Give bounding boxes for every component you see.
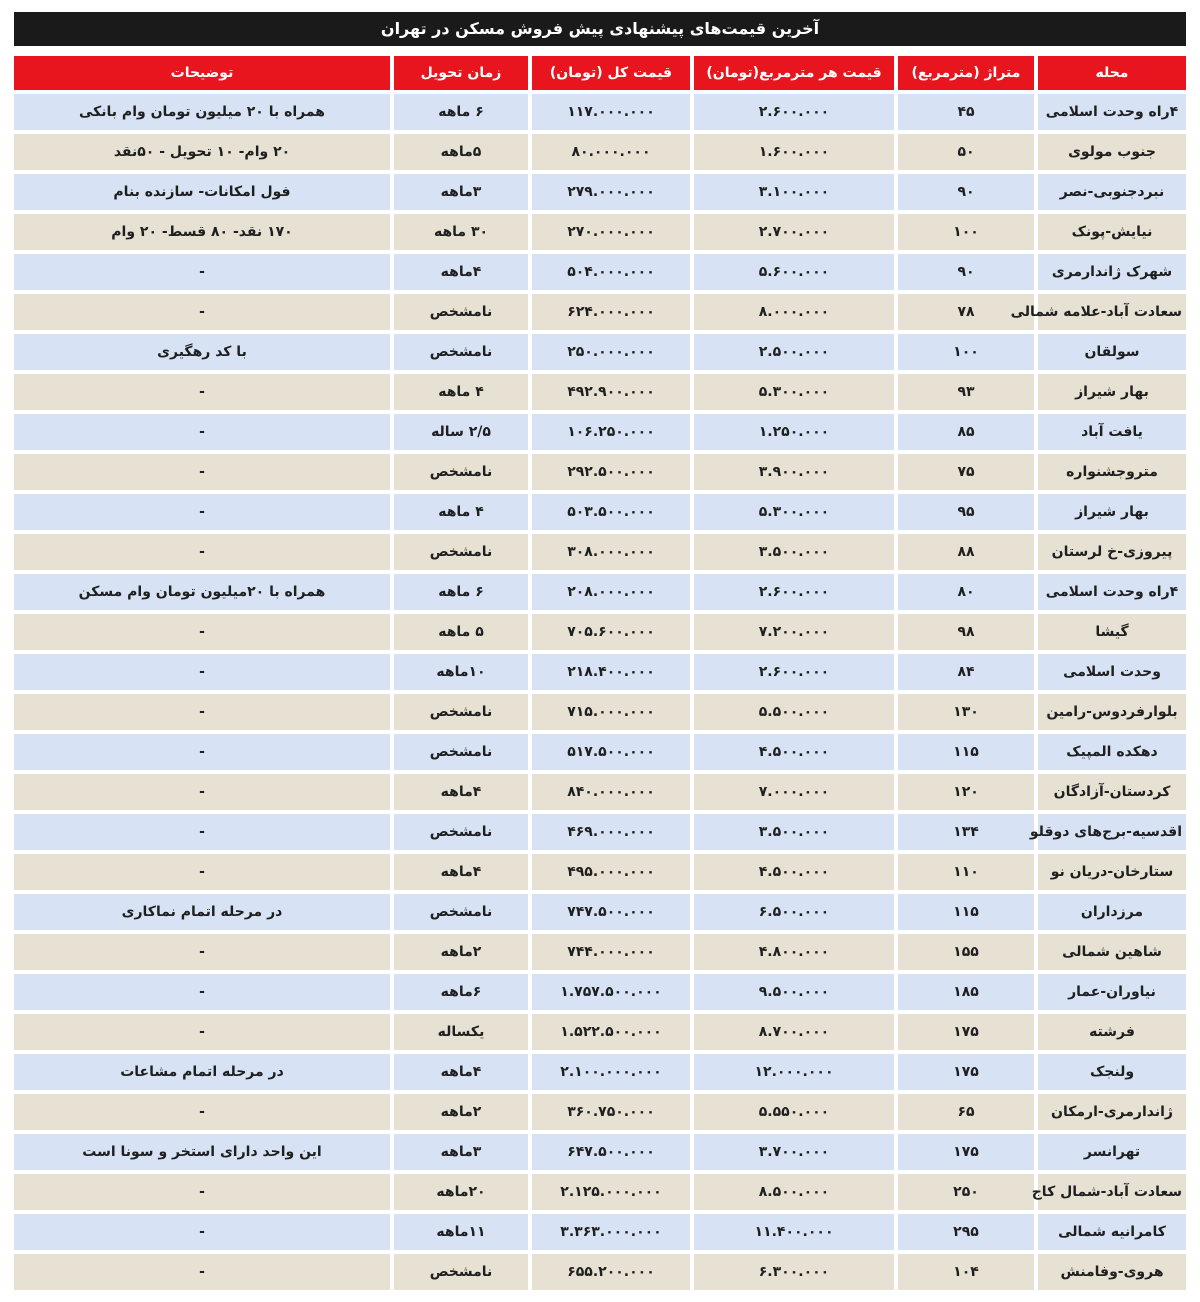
cell-price-per-meter: ۹.۵۰۰.۰۰۰: [694, 974, 894, 1010]
cell-price-per-meter: ۴.۵۰۰.۰۰۰: [694, 854, 894, 890]
cell-delivery-time: ۴ماهه: [394, 1054, 528, 1090]
cell-total-price: ۱۱۷.۰۰۰.۰۰۰: [532, 94, 690, 130]
cell-delivery-time: ۴ماهه: [394, 254, 528, 290]
cell-price-per-meter: ۸.۷۰۰.۰۰۰: [694, 1014, 894, 1050]
cell-total-price: ۵۱۷.۵۰۰.۰۰۰: [532, 734, 690, 770]
table-row: [14, 814, 1186, 850]
cell-price-per-meter: ۸.۵۰۰.۰۰۰: [694, 1174, 894, 1210]
cell-total-price: ۱.۵۲۲.۵۰۰.۰۰۰: [532, 1014, 690, 1050]
cell-delivery-time: نامشخص: [394, 894, 528, 930]
cell-total-price: ۲۰۸.۰۰۰.۰۰۰: [532, 574, 690, 610]
cell-delivery-time: نامشخص: [394, 814, 528, 850]
cell-total-price: ۷۱۵.۰۰۰.۰۰۰: [532, 694, 690, 730]
cell-area: ۱۷۵: [898, 1134, 1034, 1170]
cell-area: ۹۸: [898, 614, 1034, 650]
cell-total-price: ۷۴۴.۰۰۰.۰۰۰: [532, 934, 690, 970]
cell-area: ۴۵: [898, 94, 1034, 130]
cell-neighborhood: جنوب مولوی: [1038, 134, 1186, 170]
cell-area: ۷۸: [898, 294, 1034, 330]
cell-total-price: ۴۶۹.۰۰۰.۰۰۰: [532, 814, 690, 850]
cell-price-per-meter: ۷.۲۰۰.۰۰۰: [694, 614, 894, 650]
cell-area: ۱۷۵: [898, 1054, 1034, 1090]
table-row: [14, 134, 1186, 170]
cell-total-price: ۷۴۷.۵۰۰.۰۰۰: [532, 894, 690, 930]
cell-total-price: ۶۴۷.۵۰۰.۰۰۰: [532, 1134, 690, 1170]
cell-area: ۲۵۰: [898, 1174, 1034, 1210]
cell-notes: -: [14, 1254, 390, 1290]
cell-notes: ۱۷۰ نقد- ۸۰ قسط- ۲۰ وام: [14, 214, 390, 250]
cell-total-price: ۲۵۰.۰۰۰.۰۰۰: [532, 334, 690, 370]
cell-price-per-meter: ۲.۵۰۰.۰۰۰: [694, 334, 894, 370]
cell-neighborhood: گیشا: [1038, 614, 1186, 650]
cell-area: ۸۵: [898, 414, 1034, 450]
table-row: [14, 254, 1186, 290]
cell-delivery-time: ۲ماهه: [394, 934, 528, 970]
table-row: [14, 774, 1186, 810]
cell-total-price: ۸۴۰.۰۰۰.۰۰۰: [532, 774, 690, 810]
cell-neighborhood: مرزداران: [1038, 894, 1186, 930]
cell-area: ۱۱۵: [898, 734, 1034, 770]
cell-delivery-time: ۵ ماهه: [394, 614, 528, 650]
cell-total-price: ۵۰۳.۵۰۰.۰۰۰: [532, 494, 690, 530]
table-header-row: [14, 56, 1186, 90]
cell-area: ۱۱۰: [898, 854, 1034, 890]
table-row: [14, 174, 1186, 210]
cell-notes: -: [14, 974, 390, 1010]
cell-notes: -: [14, 1214, 390, 1250]
cell-notes: -: [14, 934, 390, 970]
cell-price-per-meter: ۵.۵۰۰.۰۰۰: [694, 694, 894, 730]
cell-price-per-meter: ۱۲.۰۰۰.۰۰۰: [694, 1054, 894, 1090]
cell-price-per-meter: ۴.۵۰۰.۰۰۰: [694, 734, 894, 770]
cell-area: ۹۵: [898, 494, 1034, 530]
table-row: [14, 294, 1186, 330]
header-delivery-time: زمان تحویل: [394, 56, 528, 90]
cell-price-per-meter: ۵.۶۰۰.۰۰۰: [694, 254, 894, 290]
cell-notes: -: [14, 1014, 390, 1050]
header-notes: توضیحات: [14, 56, 390, 90]
table-row: [14, 1214, 1186, 1250]
cell-price-per-meter: ۳.۵۰۰.۰۰۰: [694, 814, 894, 850]
table-row: [14, 534, 1186, 570]
cell-neighborhood: متروجشنواره: [1038, 454, 1186, 490]
cell-total-price: ۲۷۹.۰۰۰.۰۰۰: [532, 174, 690, 210]
cell-notes: -: [14, 694, 390, 730]
cell-price-per-meter: ۲.۶۰۰.۰۰۰: [694, 574, 894, 610]
cell-delivery-time: ۲۰ماهه: [394, 1174, 528, 1210]
table-row: [14, 614, 1186, 650]
cell-delivery-time: ۳ماهه: [394, 1134, 528, 1170]
cell-price-per-meter: ۳.۹۰۰.۰۰۰: [694, 454, 894, 490]
cell-delivery-time: نامشخص: [394, 454, 528, 490]
cell-neighborhood: سولقان: [1038, 334, 1186, 370]
table-row: [14, 454, 1186, 490]
cell-price-per-meter: ۱.۲۵۰.۰۰۰: [694, 414, 894, 450]
cell-total-price: ۲.۱۲۵.۰۰۰.۰۰۰: [532, 1174, 690, 1210]
table-row: [14, 334, 1186, 370]
cell-neighborhood: نیاوران-عمار: [1038, 974, 1186, 1010]
cell-delivery-time: نامشخص: [394, 294, 528, 330]
cell-total-price: ۱.۷۵۷.۵۰۰.۰۰۰: [532, 974, 690, 1010]
cell-notes: -: [14, 294, 390, 330]
cell-notes: همراه با ۲۰ میلیون تومان وام بانکی: [14, 94, 390, 130]
cell-delivery-time: یکساله: [394, 1014, 528, 1050]
cell-total-price: ۴۹۲.۹۰۰.۰۰۰: [532, 374, 690, 410]
cell-total-price: ۲۹۲.۵۰۰.۰۰۰: [532, 454, 690, 490]
cell-total-price: ۲۷۰.۰۰۰.۰۰۰: [532, 214, 690, 250]
cell-total-price: ۳۰۸.۰۰۰.۰۰۰: [532, 534, 690, 570]
cell-area: ۹۰: [898, 254, 1034, 290]
header-price-per-meter: قیمت هر مترمربع(تومان): [694, 56, 894, 90]
cell-neighborhood: بهار شیراز: [1038, 374, 1186, 410]
cell-delivery-time: نامشخص: [394, 334, 528, 370]
cell-area: ۱۱۵: [898, 894, 1034, 930]
cell-area: ۱۷۵: [898, 1014, 1034, 1050]
cell-price-per-meter: ۱.۶۰۰.۰۰۰: [694, 134, 894, 170]
cell-delivery-time: نامشخص: [394, 1254, 528, 1290]
cell-price-per-meter: ۲.۶۰۰.۰۰۰: [694, 654, 894, 690]
cell-price-per-meter: ۱۱.۴۰۰.۰۰۰: [694, 1214, 894, 1250]
cell-price-per-meter: ۳.۵۰۰.۰۰۰: [694, 534, 894, 570]
cell-price-per-meter: ۳.۱۰۰.۰۰۰: [694, 174, 894, 210]
cell-price-per-meter: ۶.۵۰۰.۰۰۰: [694, 894, 894, 930]
cell-price-per-meter: ۵.۳۰۰.۰۰۰: [694, 494, 894, 530]
cell-delivery-time: ۳۰ ماهه: [394, 214, 528, 250]
cell-notes: فول امکانات- سازنده بنام: [14, 174, 390, 210]
cell-area: ۵۰: [898, 134, 1034, 170]
cell-neighborhood: سعادت آباد-علامه شمالی: [1038, 294, 1186, 330]
page-title: آخرین قیمت‌های پیشنهادی پیش فروش مسکن در تهران: [14, 12, 1186, 46]
cell-price-per-meter: ۵.۳۰۰.۰۰۰: [694, 374, 894, 410]
table-row: [14, 854, 1186, 890]
cell-delivery-time: ۲/۵ ساله: [394, 414, 528, 450]
cell-area: ۲۹۵: [898, 1214, 1034, 1250]
cell-area: ۸۸: [898, 534, 1034, 570]
cell-total-price: ۶۵۵.۲۰۰.۰۰۰: [532, 1254, 690, 1290]
cell-notes: -: [14, 734, 390, 770]
cell-total-price: ۶۲۴.۰۰۰.۰۰۰: [532, 294, 690, 330]
cell-notes: -: [14, 654, 390, 690]
cell-notes: در مرحله اتمام مشاعات: [14, 1054, 390, 1090]
cell-area: ۶۵: [898, 1094, 1034, 1130]
table-row: [14, 374, 1186, 410]
cell-price-per-meter: ۳.۷۰۰.۰۰۰: [694, 1134, 894, 1170]
cell-price-per-meter: ۷.۰۰۰.۰۰۰: [694, 774, 894, 810]
cell-delivery-time: ۶ ماهه: [394, 574, 528, 610]
cell-delivery-time: ۱۱ماهه: [394, 1214, 528, 1250]
cell-total-price: ۱۰۶.۲۵۰.۰۰۰: [532, 414, 690, 450]
cell-notes: -: [14, 774, 390, 810]
cell-total-price: ۳۶۰.۷۵۰.۰۰۰: [532, 1094, 690, 1130]
cell-notes: -: [14, 454, 390, 490]
cell-price-per-meter: ۲.۷۰۰.۰۰۰: [694, 214, 894, 250]
cell-notes: -: [14, 414, 390, 450]
table-row: [14, 974, 1186, 1010]
cell-delivery-time: ۴ ماهه: [394, 374, 528, 410]
table-row: [14, 1174, 1186, 1210]
cell-total-price: ۴۹۵.۰۰۰.۰۰۰: [532, 854, 690, 890]
table-row: [14, 934, 1186, 970]
cell-neighborhood: کردستان-آزادگان: [1038, 774, 1186, 810]
cell-neighborhood: هروی-وفامنش: [1038, 1254, 1186, 1290]
cell-notes: -: [14, 854, 390, 890]
cell-delivery-time: نامشخص: [394, 694, 528, 730]
cell-total-price: ۲۱۸.۴۰۰.۰۰۰: [532, 654, 690, 690]
header-total-price: قیمت کل (تومان): [532, 56, 690, 90]
table-row: [14, 654, 1186, 690]
cell-notes: -: [14, 614, 390, 650]
cell-notes: -: [14, 534, 390, 570]
cell-area: ۱۳۴: [898, 814, 1034, 850]
cell-neighborhood: فرشته: [1038, 1014, 1186, 1050]
header-area: متراژ (مترمربع): [898, 56, 1034, 90]
cell-notes: -: [14, 254, 390, 290]
cell-delivery-time: ۴ماهه: [394, 774, 528, 810]
cell-neighborhood: پیروزی-خ لرستان: [1038, 534, 1186, 570]
cell-area: ۱۳۰: [898, 694, 1034, 730]
cell-notes: -: [14, 1174, 390, 1210]
cell-neighborhood: بلوارفردوس-رامین: [1038, 694, 1186, 730]
table-row: [14, 1254, 1186, 1290]
table-row: [14, 894, 1186, 930]
cell-neighborhood: نبردجنوبی-نصر: [1038, 174, 1186, 210]
cell-area: ۹۰: [898, 174, 1034, 210]
cell-total-price: ۵۰۴.۰۰۰.۰۰۰: [532, 254, 690, 290]
cell-notes: -: [14, 814, 390, 850]
cell-neighborhood: شاهین شمالی: [1038, 934, 1186, 970]
cell-neighborhood: ستارخان-دریان نو: [1038, 854, 1186, 890]
table-row: [14, 414, 1186, 450]
table-row: [14, 1014, 1186, 1050]
table-row: [14, 1134, 1186, 1170]
table-row: [14, 1054, 1186, 1090]
table-row: [14, 494, 1186, 530]
cell-neighborhood: ژاندارمری-ارمکان: [1038, 1094, 1186, 1130]
cell-neighborhood: سعادت آباد-شمال کاج: [1038, 1174, 1186, 1210]
cell-delivery-time: ۳ماهه: [394, 174, 528, 210]
cell-neighborhood: ۴راه وحدت اسلامی: [1038, 94, 1186, 130]
cell-price-per-meter: ۸.۰۰۰.۰۰۰: [694, 294, 894, 330]
cell-notes: همراه با ۲۰میلیون تومان وام مسکن: [14, 574, 390, 610]
table-row: [14, 1094, 1186, 1130]
cell-notes: با کد رهگیری: [14, 334, 390, 370]
cell-neighborhood: وحدت اسلامی: [1038, 654, 1186, 690]
cell-notes: -: [14, 1094, 390, 1130]
cell-price-per-meter: ۶.۳۰۰.۰۰۰: [694, 1254, 894, 1290]
prices-table: [10, 52, 1190, 1294]
cell-area: ۱۲۰: [898, 774, 1034, 810]
cell-neighborhood: نیایش-پونک: [1038, 214, 1186, 250]
cell-notes: ۲۰ وام- ۱۰ تحویل - ۵۰نقد: [14, 134, 390, 170]
cell-total-price: ۸۰.۰۰۰.۰۰۰: [532, 134, 690, 170]
table-row: [14, 214, 1186, 250]
cell-notes: این واحد دارای استخر و سونا است: [14, 1134, 390, 1170]
cell-delivery-time: ۶ماهه: [394, 974, 528, 1010]
cell-delivery-time: ۴ ماهه: [394, 494, 528, 530]
cell-neighborhood: شهرک ژاندارمری: [1038, 254, 1186, 290]
cell-area: ۱۰۴: [898, 1254, 1034, 1290]
cell-price-per-meter: ۵.۵۵۰.۰۰۰: [694, 1094, 894, 1130]
cell-delivery-time: ۱۰ماهه: [394, 654, 528, 690]
cell-area: ۱۰۰: [898, 334, 1034, 370]
cell-area: ۱۸۵: [898, 974, 1034, 1010]
table-row: [14, 574, 1186, 610]
cell-notes: -: [14, 494, 390, 530]
cell-neighborhood: کامرانیه شمالی: [1038, 1214, 1186, 1250]
cell-total-price: ۷۰۵.۶۰۰.۰۰۰: [532, 614, 690, 650]
header-neighborhood: محله: [1038, 56, 1186, 90]
table-row: [14, 694, 1186, 730]
cell-area: ۸۴: [898, 654, 1034, 690]
cell-neighborhood: دهکده المپیک: [1038, 734, 1186, 770]
cell-neighborhood: تهرانسر: [1038, 1134, 1186, 1170]
cell-delivery-time: ۲ماهه: [394, 1094, 528, 1130]
cell-delivery-time: ۴ماهه: [394, 854, 528, 890]
cell-price-per-meter: ۲.۶۰۰.۰۰۰: [694, 94, 894, 130]
cell-area: ۷۵: [898, 454, 1034, 490]
cell-neighborhood: بهار شیراز: [1038, 494, 1186, 530]
cell-area: ۸۰: [898, 574, 1034, 610]
cell-area: ۱۰۰: [898, 214, 1034, 250]
cell-area: ۱۵۵: [898, 934, 1034, 970]
table-body: [14, 94, 1186, 1290]
cell-neighborhood: ۴راه وحدت اسلامی: [1038, 574, 1186, 610]
cell-notes: در مرحله اتمام نماکاری: [14, 894, 390, 930]
table-row: [14, 94, 1186, 130]
cell-delivery-time: ۵ماهه: [394, 134, 528, 170]
cell-total-price: ۲.۱۰۰.۰۰۰.۰۰۰: [532, 1054, 690, 1090]
cell-neighborhood: اقدسیه-برج‌های دوقلو: [1038, 814, 1186, 850]
cell-price-per-meter: ۴.۸۰۰.۰۰۰: [694, 934, 894, 970]
cell-neighborhood: یافت آباد: [1038, 414, 1186, 450]
table-row: [14, 734, 1186, 770]
cell-notes: -: [14, 374, 390, 410]
cell-delivery-time: نامشخص: [394, 734, 528, 770]
cell-total-price: ۳.۳۶۳.۰۰۰.۰۰۰: [532, 1214, 690, 1250]
cell-delivery-time: ۶ ماهه: [394, 94, 528, 130]
cell-delivery-time: نامشخص: [394, 534, 528, 570]
cell-neighborhood: ولنجک: [1038, 1054, 1186, 1090]
cell-area: ۹۳: [898, 374, 1034, 410]
